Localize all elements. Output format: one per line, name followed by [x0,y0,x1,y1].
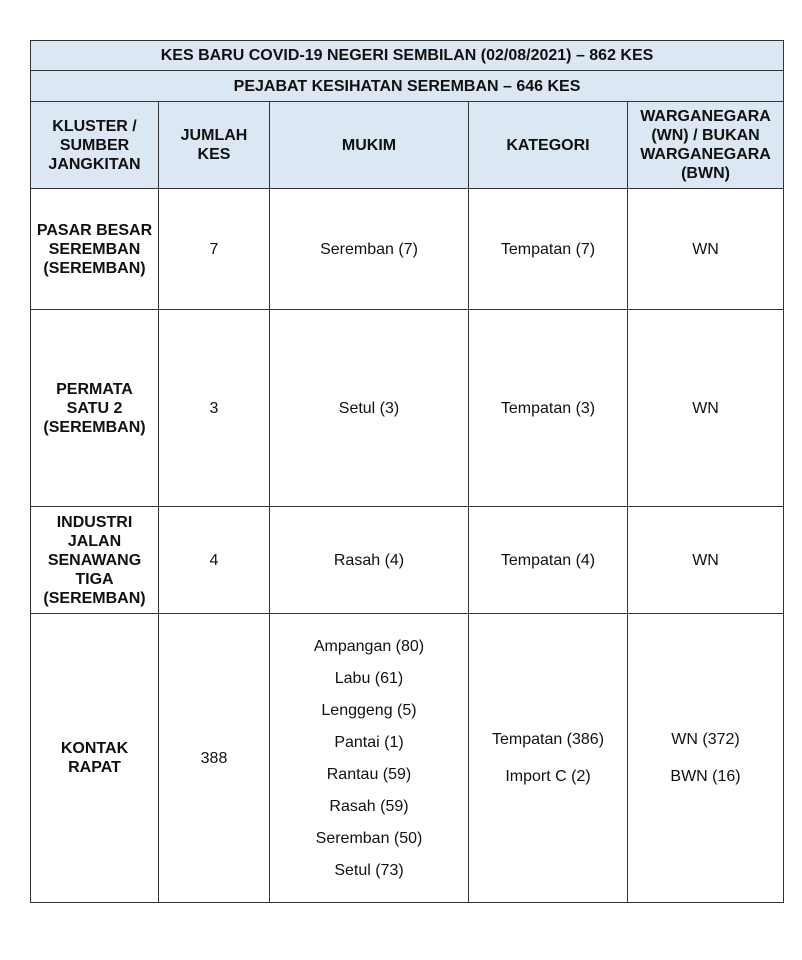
header-kluster: KLUSTER / SUMBER JANGKITAN [31,102,159,189]
kategori-list [473,730,623,786]
list-item: Seremban (50) [315,829,423,847]
subtitle-row [31,71,784,102]
mukim-cell: Setul (3) [270,310,469,507]
list-item: BWN (16) [670,768,741,785]
jumlah-cell: 3 [159,310,270,507]
table-title: KES BARU COVID-19 NEGERI SEMBILAN (02/08/2021) – 862 KES [31,41,784,71]
table-row [31,507,784,614]
mukim-list [274,637,464,880]
jumlah-cell: 7 [159,189,270,310]
table-subtitle: PEJABAT KESIHATAN SEREMBAN – 646 KES [31,71,784,102]
warganegara-cell: WN [628,310,784,507]
list-item: Import C (2) [505,768,591,785]
cluster-cell: KONTAK RAPAT [31,614,159,903]
warganegara-cell: WN [628,507,784,614]
mukim-cell [270,614,469,903]
header-jumlah-kes: JUMLAH KES [159,102,270,189]
header-kategori: KATEGORI [469,102,628,189]
header-warganegara: WARGANEGARA (WN) / BUKAN WARGANEGARA (BWN) [628,102,784,189]
list-item: Setul (73) [334,861,404,879]
header-row [31,102,784,189]
header-mukim: MUKIM [270,102,469,189]
jumlah-cell: 388 [159,614,270,903]
kategori-cell: Tempatan (3) [469,310,628,507]
table-row [31,614,784,903]
kategori-cell [469,614,628,903]
list-item: Labu (61) [334,669,404,687]
list-item: Ampangan (80) [313,637,425,655]
list-item: Pantai (1) [334,733,404,751]
mukim-cell: Seremban (7) [270,189,469,310]
list-item: Tempatan (386) [491,731,605,748]
cluster-cell: PERMATA SATU 2 (SEREMBAN) [31,310,159,507]
list-item: WN (372) [671,731,740,748]
title-row [31,41,784,71]
cluster-cell: PASAR BESAR SEREMBAN (SEREMBAN) [31,189,159,310]
top-margin [0,0,802,40]
table-row [31,310,784,507]
covid-case-table [30,40,784,903]
list-item: Rasah (59) [329,797,409,815]
warganegara-cell [628,614,784,903]
kategori-cell: Tempatan (7) [469,189,628,310]
warganegara-list [632,730,779,786]
list-item: Lenggeng (5) [321,701,417,719]
kategori-cell: Tempatan (4) [469,507,628,614]
table-row [31,189,784,310]
list-item: Rantau (59) [326,765,412,783]
warganegara-cell: WN [628,189,784,310]
jumlah-cell: 4 [159,507,270,614]
cluster-cell: INDUSTRI JALAN SENAWANG TIGA (SEREMBAN) [31,507,159,614]
mukim-cell: Rasah (4) [270,507,469,614]
